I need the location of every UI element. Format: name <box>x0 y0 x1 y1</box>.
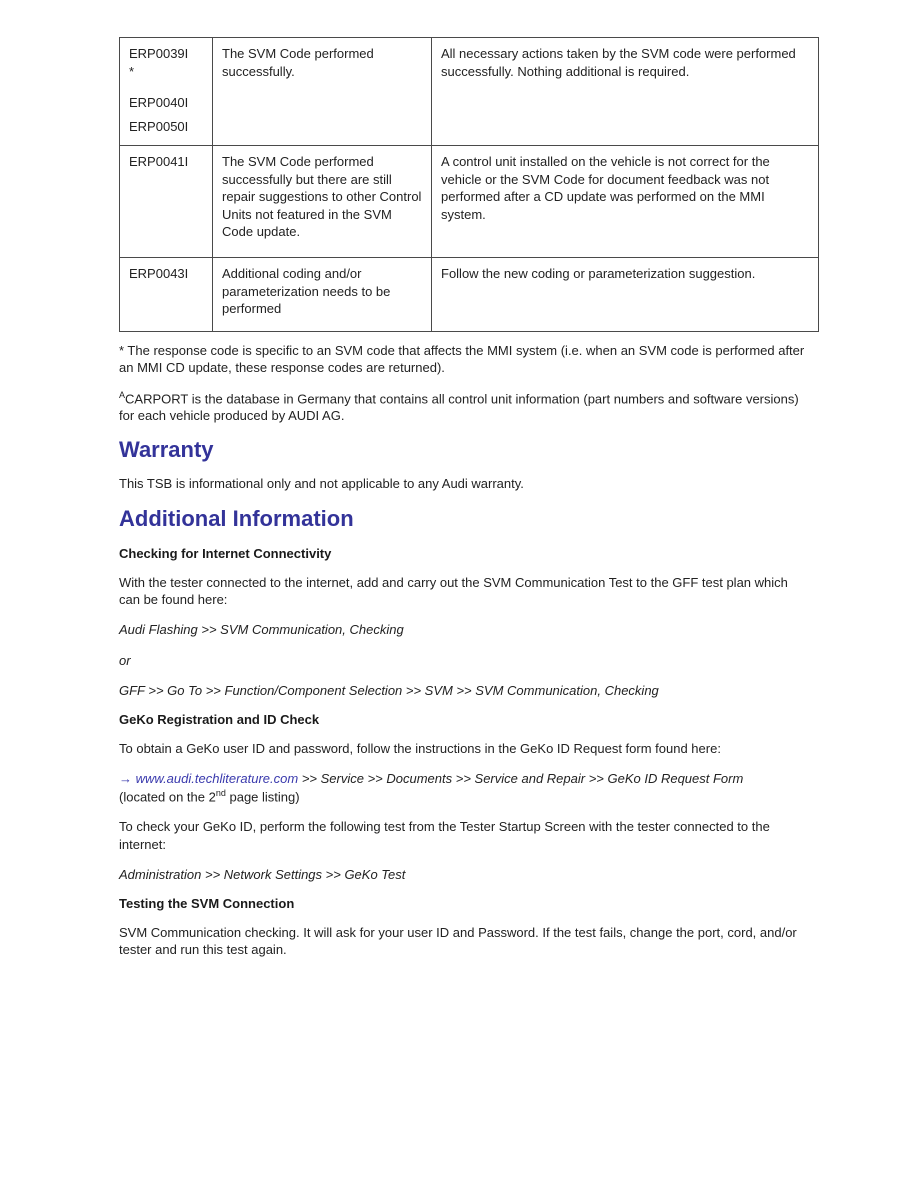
cell-result-description: The SVM Code performed successfully. <box>213 38 432 146</box>
warranty-body: This TSB is informational only and not applicable to any Audi warranty. <box>119 476 524 492</box>
svm-connection-heading: Testing the SVM Connection <box>119 896 295 912</box>
svm-connection-body: SVM Communication checking. It will ask for your user ID and Password. If the test fails, change the port, cord, and/or tester and run this test again. <box>119 925 797 958</box>
internet-connectivity-body: With the tester connected to the internet, add and carry out the SVM Communication Test to the GFF test plan which can be found here: <box>119 574 788 608</box>
geko-located-post: page listing) <box>225 789 300 805</box>
geko-body-2: To check your GeKo ID, perform the following test from the Tester Startup Screen with the tester connected to the internet: <box>119 819 770 852</box>
response-code-asterisk: * <box>129 63 135 79</box>
cell-action-description: Follow the new coding or parameterization suggestion. <box>432 258 819 332</box>
cell-result-description: Additional coding and/or parameterization needs to be performed <box>213 258 432 332</box>
response-code-table <box>119 37 819 332</box>
menu-path-gff: GFF >> Go To >> Function/Component Selection >> SVM >> SVM Communication, Checking <box>119 682 659 698</box>
warranty-heading: Warranty <box>119 437 214 463</box>
footnote-asterisk: * The response code is specific to an SVM code that affects the MMI system (i.e. when an SVM code is performed after an MMI CD update, these response codes are returned). <box>119 343 805 376</box>
internet-connectivity-heading: Checking for Internet Connectivity <box>119 545 332 561</box>
table-row <box>120 258 819 332</box>
cell-response-codes <box>120 146 213 258</box>
footnote-carport-superscript: A <box>119 389 126 400</box>
footnote-carport-text: CARPORT is the database in Germany that contains all control unit information (part numbers and software versions) for each vehicle produced by AUDI AG. <box>119 390 799 424</box>
response-code: ERP0050I <box>129 118 189 134</box>
response-code: ERP0039I <box>129 46 189 61</box>
menu-path-administration: Administration >> Network Settings >> GeKo Test <box>119 866 406 882</box>
arrow-icon: → <box>119 771 132 787</box>
geko-located-pre: (located on the 2 <box>119 789 216 805</box>
table-row <box>120 146 819 258</box>
additional-information-heading: Additional Information <box>119 505 354 531</box>
techliterature-link[interactable]: www.audi.techliterature.com <box>135 771 299 787</box>
geko-located-superscript: nd <box>215 787 226 798</box>
geko-link-path: >> Service >> Documents >> Service and Repair >> GeKo ID Request Form <box>298 771 744 787</box>
response-code: ERP0040I <box>129 95 189 111</box>
geko-link-line <box>119 770 811 805</box>
cell-result-description: The SVM Code performed successfully but there are still repair suggestions to other Control Units not featured in the SVM Code update. <box>213 146 432 258</box>
table-row <box>120 38 819 146</box>
cell-action-description: All necessary actions taken by the SVM code were performed successfully. Nothing additional is required. <box>432 38 819 146</box>
geko-registration-heading: GeKo Registration and ID Check <box>119 712 320 728</box>
cell-action-description: A control unit installed on the vehicle is not correct for the vehicle or the SVM Code for document feedback was not performed after a CD update was performed on the MMI system. <box>432 146 819 258</box>
document-page <box>119 37 819 972</box>
menu-path-audi-flashing: Audi Flashing >> SVM Communication, Checking <box>119 622 404 638</box>
cell-response-codes <box>120 38 213 146</box>
response-code: ERP0041I <box>129 154 189 169</box>
or-text: or <box>119 652 131 668</box>
cell-response-codes <box>120 258 213 332</box>
footnote-carport <box>119 390 811 425</box>
response-code: ERP0043I <box>129 266 189 281</box>
geko-body-1: To obtain a GeKo user ID and password, follow the instructions in the GeKo ID Request form found here: <box>119 741 721 757</box>
